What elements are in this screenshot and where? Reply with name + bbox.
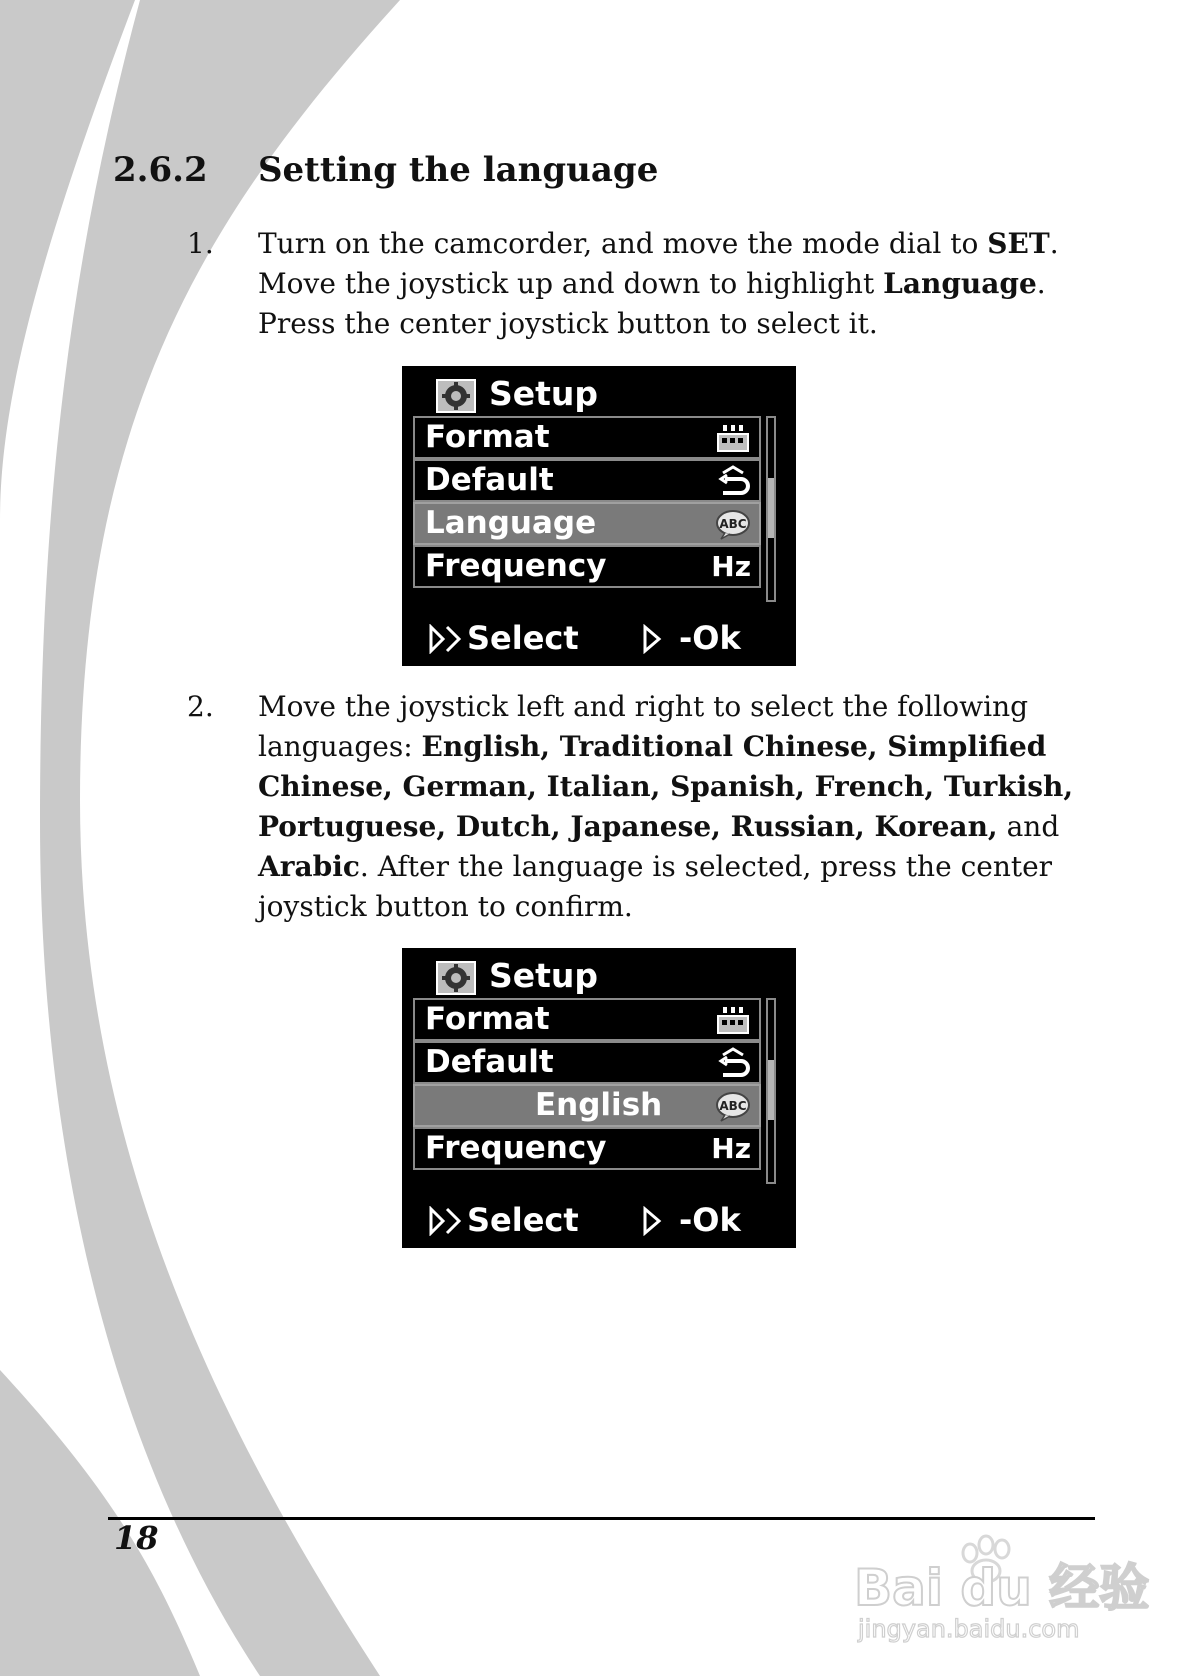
footer-rule (108, 1517, 1095, 1520)
step-1-seg: . Press the center joystick button to select it. (258, 267, 1046, 340)
abc-icon (715, 508, 751, 540)
scrollbar-thumb[interactable] (768, 1060, 774, 1120)
step-2-seg: and (997, 810, 1060, 843)
screen-2-footer (427, 1200, 787, 1240)
default-icon (715, 465, 751, 497)
screen-1-title: Setup (489, 374, 599, 413)
joystick-ok-icon (639, 624, 679, 654)
watermark-url: jingyan.baidu.com (858, 1615, 1080, 1643)
menu-item-default[interactable] (413, 459, 761, 502)
screen-2-title: Setup (489, 956, 599, 995)
joystick-select-icon (427, 624, 463, 654)
menu-item-label: Frequency (425, 1130, 607, 1166)
menu-item-frequency[interactable] (413, 1127, 761, 1170)
joystick-select-icon (427, 1206, 463, 1236)
step-1-number: 1. (187, 227, 214, 260)
page-number: 18 (114, 1519, 159, 1557)
baidu-watermark-logo (850, 1525, 1150, 1645)
menu-item-language[interactable] (413, 502, 761, 545)
menu-item-label: Default (425, 1044, 554, 1080)
svg-text:ABC: ABC (719, 517, 747, 531)
menu-item-format[interactable] (413, 416, 761, 459)
step-2-seg: Move the joystick left and right to select the following languages: (258, 690, 1029, 763)
section-title: Setting the language (258, 150, 659, 190)
step-1-text (258, 224, 1078, 344)
watermark-text: Bai du 经验 (854, 1559, 1150, 1617)
step-1-bold-language: Language (883, 267, 1037, 300)
language-value: English (535, 1087, 663, 1123)
abc-icon (715, 1090, 751, 1122)
step-2-text (258, 687, 1078, 927)
step-1-seg: . Move the joystick up and down to highlight (258, 227, 1059, 300)
menu-item-default[interactable] (413, 1041, 761, 1084)
menu-item-label: Language (425, 505, 597, 541)
menu-item-language-english[interactable] (413, 1084, 761, 1127)
default-icon (715, 1047, 751, 1079)
hz-text: Hz (711, 1132, 751, 1165)
menu-item-label: Frequency (425, 548, 607, 584)
screen-1-menu (413, 416, 779, 604)
step-2-seg: . After the language is selected, press the center joystick button to confirm. (258, 850, 1053, 923)
menu-item-frequency[interactable] (413, 545, 761, 588)
footer-select-label: Select (467, 619, 579, 657)
step-1-bold-set: SET (987, 227, 1050, 260)
joystick-ok-icon (639, 1206, 679, 1236)
menu-item-format[interactable] (413, 998, 761, 1041)
format-icon (715, 422, 751, 454)
screen-1-footer (427, 618, 787, 658)
svg-text:ABC: ABC (719, 1099, 747, 1113)
screen-1-header (435, 374, 598, 414)
step-1-seg: Turn on the camcorder, and move the mode dial to (258, 227, 988, 260)
setup-screen-1 (402, 366, 796, 666)
step-2-number: 2. (187, 690, 214, 723)
menu-item-label: Default (425, 462, 554, 498)
menu-item-label: Format (425, 419, 550, 455)
section-number: 2.6.2 (113, 150, 208, 190)
hz-text: Hz (711, 550, 751, 583)
format-icon (715, 1004, 751, 1036)
setup-screen-2 (402, 948, 796, 1248)
step-2-bold-arabic: Arabic (258, 850, 360, 883)
footer-ok-label: -Ok (679, 619, 741, 657)
gear-icon (435, 960, 477, 996)
menu-item-label: Format (425, 1001, 550, 1037)
gear-icon (435, 378, 477, 414)
footer-ok-label: -Ok (679, 1201, 741, 1239)
screen-2-menu (413, 998, 779, 1186)
screen-2-header (435, 956, 598, 996)
step-2-bold-languages: English, Traditional Chinese, Simplified Chinese, German, Italian, Spanish, French, Turkish, Portuguese, Dutch, Japanese, Russian, Korean, (258, 730, 1074, 843)
scrollbar-thumb[interactable] (768, 478, 774, 538)
footer-select-label: Select (467, 1201, 579, 1239)
